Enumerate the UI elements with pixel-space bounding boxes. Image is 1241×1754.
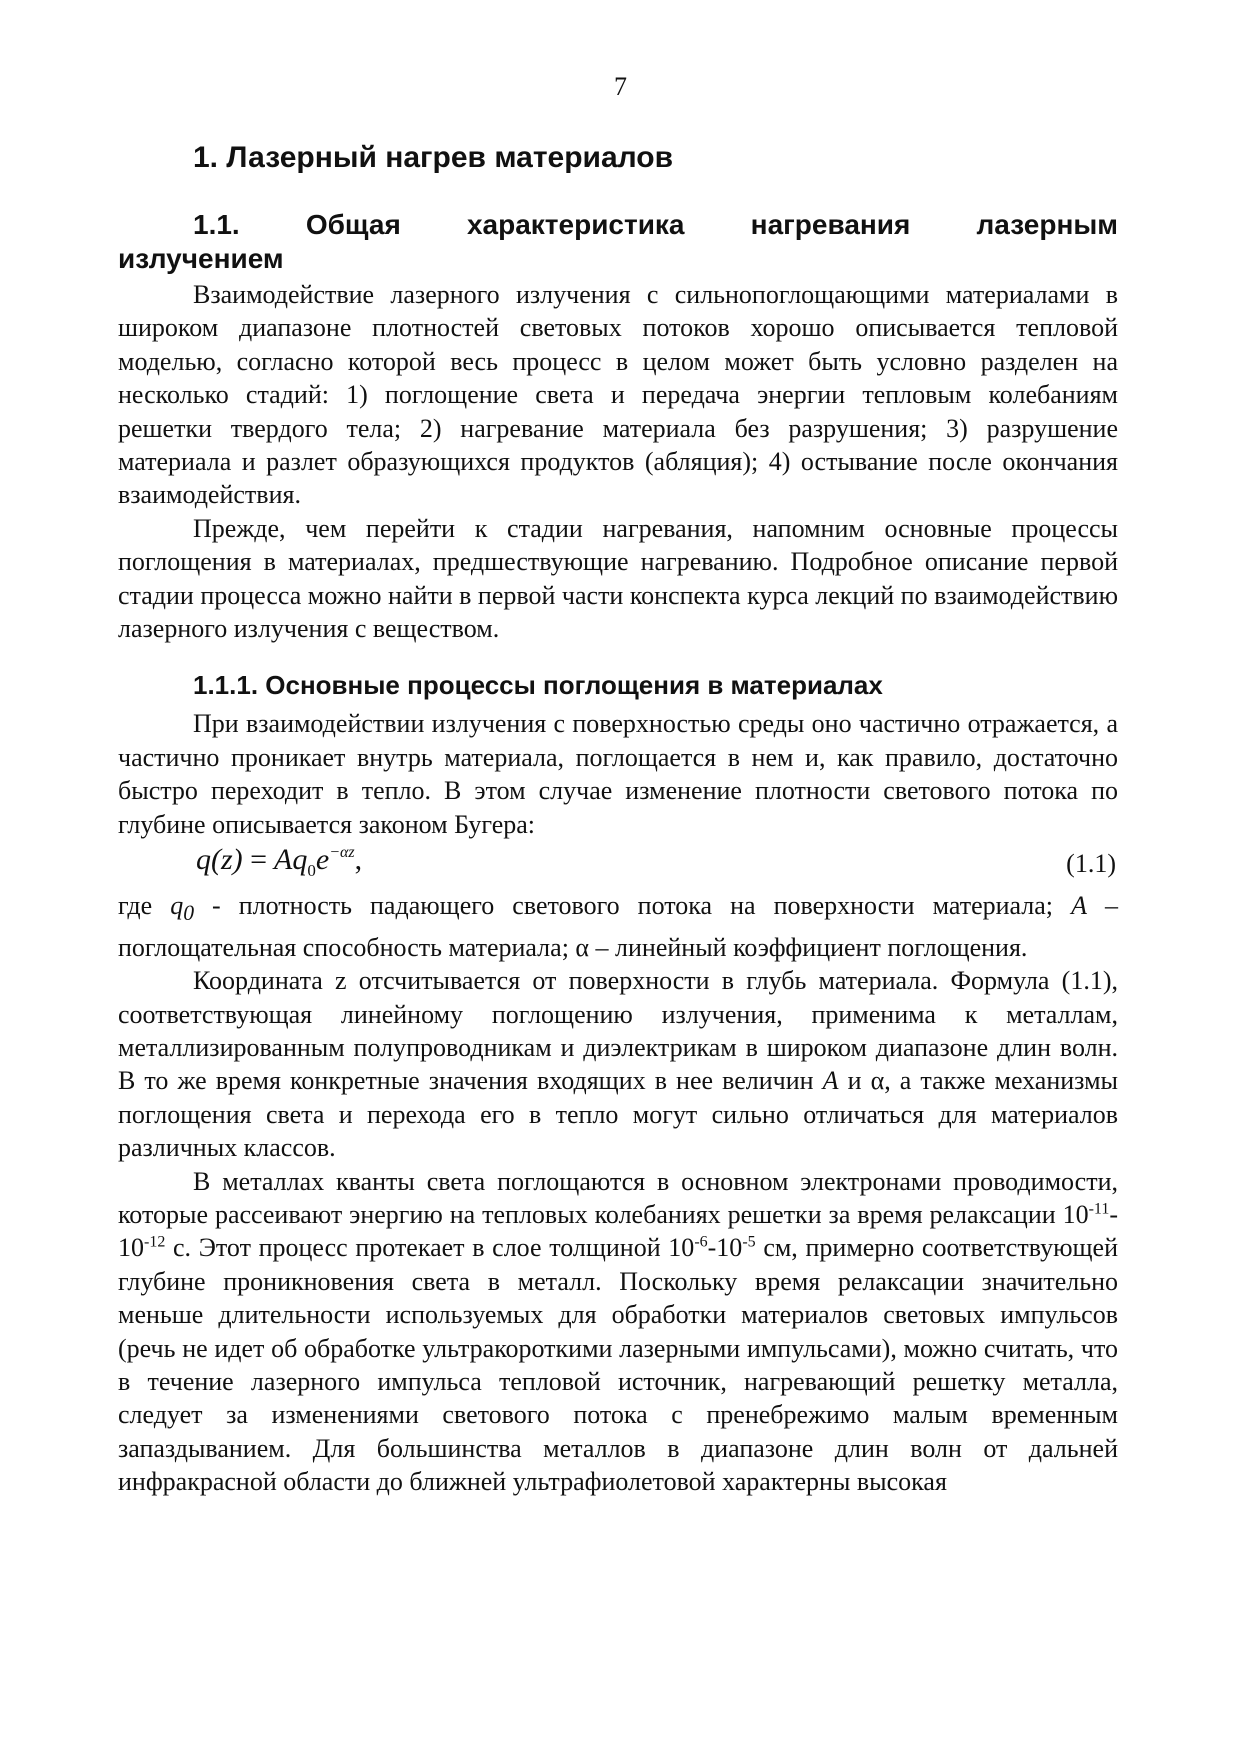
equation-1-1 bbox=[118, 841, 1118, 889]
section-heading-word: нагревания bbox=[750, 209, 911, 240]
page-number: 7 bbox=[614, 72, 627, 101]
chapter-heading: 1. Лазерный нагрев материалов bbox=[193, 141, 674, 174]
section-heading-word: лазерным bbox=[976, 209, 1118, 240]
section-number: 1.1. bbox=[193, 209, 240, 240]
equation-number: (1.1) bbox=[1066, 849, 1116, 879]
section-heading-word: Общая bbox=[305, 209, 401, 240]
paragraph-absorption-intro: Прежде, чем перейти к стадии нагревания, напомним основные процессы поглощения в материалах, предшествующие нагреванию. Подробное описание первой стадии процесса можно найти в первой части конспекта курса лекций по взаимодействию лазерного излучения с веществом. bbox=[118, 513, 1118, 644]
page-content bbox=[118, 140, 1118, 1499]
paragraph-coordinate: Координата z отсчитывается от поверхности в глубь материала. Формула (1.1), соответствующая линейному поглощению излучения, применима к металлам, металлизированным полупроводникам и диэлектрикам в широком диапазоне длин волн. В то же время конкретные значения входящих в нее величин A и α, а также механизмы поглощения света и перехода его в тепло могут сильно отличаться для материалов различных классов. bbox=[118, 966, 1118, 1163]
paragraph-where: где $q_0$ - плотность падающего светового потока на поверхности материала; A – поглощательная способность материала; α – линейный коэффициент поглощения. bbox=[118, 891, 1119, 962]
bouguer-formula: $q(z) = Aq_0e^{-\alpha z}$, bbox=[196, 843, 363, 881]
subsection-heading: 1.1.1. Основные процессы поглощения в материалах bbox=[193, 670, 883, 701]
paragraph-metals: В металлах кванты света поглощаются в основном электронами проводимости, которые рассеивают энергию на тепловых колебаниях решетки за время релаксации $10^{-11}-10^{-12}$ с. Этот процесс протекает в слое толщиной $10^{-6}-10^{-5}$ см, примерно соответствующей глубине проникновения света в металл. Поскольку время релаксации значительно меньше длительности используемых для обработки материалов световых импульсов (речь не идет об обработке ультракороткими лазерными импульсами), можно считать, что в течение лазерного импульса тепловой источник, нагревающий решетку металла, следует за изменениями светового потока с пренебрежимо малым временным запаздыванием. Для большинства металлов в диапазоне длин волн от дальней инфракрасной области до ближней ультрафиолетовой характерны высокая bbox=[118, 1166, 1118, 1497]
paragraph-bouguer: При взаимодействии излучения с поверхностью среды оно частично отражается, а частично проникает внутрь материала, поглощается в нем и, как правило, достаточно быстро переходит в тепло. В этом случае изменение плотности светового потока по глубине описывается законом Бугера: bbox=[118, 709, 1118, 839]
section-heading-line2: излучением bbox=[118, 243, 284, 274]
section-heading-word: характеристика bbox=[466, 209, 685, 240]
section-heading bbox=[118, 208, 1118, 276]
paragraph-thermal-model: Взаимодействие лазерного излучения с сильнопоглощающими материалами в широком диапазоне плотностей световых потоков хорошо описывается тепловой моделью, согласно которой весь процесс в целом может быть условно разделен на несколько стадий: 1) поглощение света и передача энергии тепловым колебаниям решетки твердого тела; 2) нагревание материала без разрушения; 3) разрушение материала и разлет образующихся продуктов (абляция); 4) остывание после окончания взаимодействия. bbox=[118, 280, 1118, 510]
